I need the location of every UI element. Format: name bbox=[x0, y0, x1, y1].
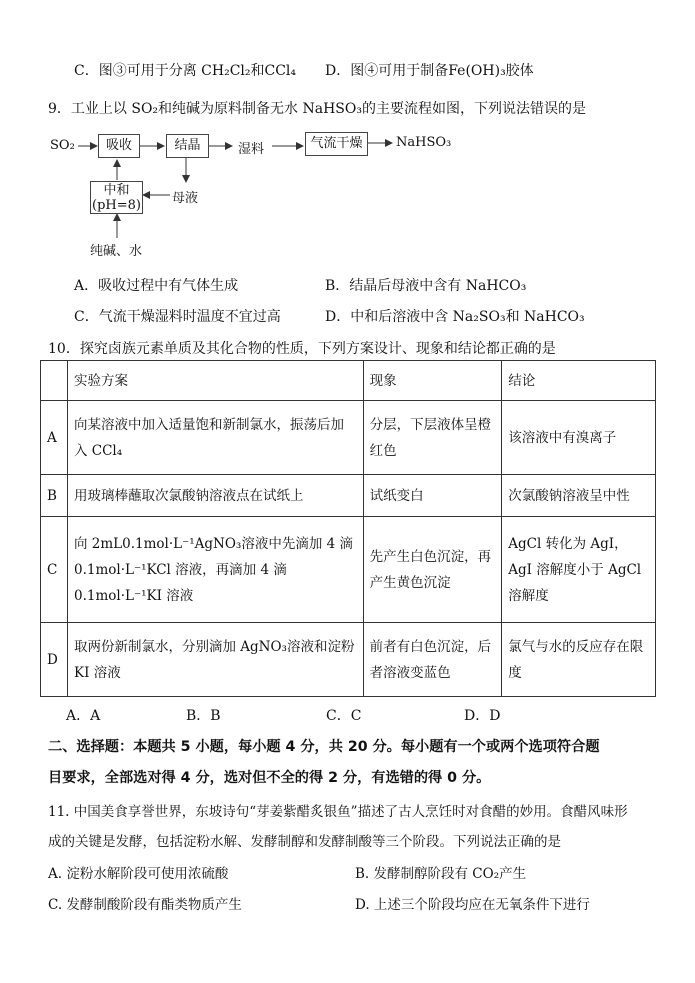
row-key: B bbox=[41, 475, 68, 517]
flow-box-absorb: 吸收 bbox=[98, 134, 140, 158]
q9-option-a: A．吸收过程中有气体生成 bbox=[74, 278, 239, 294]
q11-option-c: C. 发酵制酸阶段有酯类物质产生 bbox=[48, 897, 242, 913]
experiment-table bbox=[40, 360, 656, 697]
q8-option-c: C．图③可用于分离 CH₂Cl₂和CCl₄ bbox=[74, 63, 297, 79]
flow-input-so2: SO₂ bbox=[50, 138, 75, 153]
q11-stem-line1: 11. 中国美食享誉世界，东坡诗句“芽姜紫醋炙银鱼”描述了古人烹饪时对食醋的妙用。食醋风味形 bbox=[48, 804, 628, 820]
header-plan: 实验方案 bbox=[67, 361, 363, 401]
flow-mother-liquor: 母液 bbox=[172, 191, 199, 206]
q9-option-c: C．气流干燥湿料时温度不宜过高 bbox=[74, 309, 281, 325]
q10-answer-b: B．B bbox=[186, 708, 221, 724]
table-row bbox=[41, 475, 656, 517]
flow-box-dry: 气流干燥 bbox=[305, 132, 368, 156]
q10-answer-c: C．C bbox=[326, 708, 362, 724]
q8-option-d: D．图④可用于制备Fe(OH)₃胶体 bbox=[325, 63, 534, 79]
neutralize-ph: (pH=8) bbox=[92, 198, 141, 213]
row-plan: 向某溶液中加入适量饱和新制氯水，振荡后加入 CCl₄ bbox=[67, 401, 363, 475]
q11-option-a: A. 淀粉水解阶段可使用浓硫酸 bbox=[48, 866, 229, 882]
row-conclusion: 次氯酸钠溶液呈中性 bbox=[502, 475, 656, 517]
flow-product: NaHSO₃ bbox=[396, 135, 452, 150]
row-plan: 取两份新制氯水，分别滴加 AgNO₃溶液和淀粉 KI 溶液 bbox=[67, 623, 363, 697]
row-phenomenon: 分层，下层液体呈橙红色 bbox=[363, 401, 502, 475]
row-plan: 向 2mL0.1mol·L⁻¹AgNO₃溶液中先滴加 4 滴 0.1mol·L⁻¹KCl 溶液，再滴加 4 滴 0.1mol·L⁻¹KI 溶液 bbox=[67, 517, 363, 623]
header-conclusion: 结论 bbox=[502, 361, 656, 401]
section2-heading-line1: 二、选择题：本题共 5 小题，每小题 4 分，共 20 分。每小题有一个或两个选项符合题 bbox=[48, 739, 600, 755]
row-phenomenon: 试纸变白 bbox=[363, 475, 502, 517]
q10-stem: 10．探究卤族元素单质及其化合物的性质，下列方案设计、现象和结论都正确的是 bbox=[48, 341, 556, 357]
row-conclusion: AgCl 转化为 AgI，AgI 溶解度小于 AgCl 溶解度 bbox=[502, 517, 656, 623]
header-key bbox=[41, 361, 68, 401]
row-phenomenon: 先产生白色沉淀，再产生黄色沉淀 bbox=[363, 517, 502, 623]
flow-box-neutralize bbox=[90, 181, 143, 214]
q11-option-b: B. 发酵制醇阶段有 CO₂产生 bbox=[355, 866, 527, 882]
q11-stem-line2: 成的关键是发酵，包括淀粉水解、发酵制醇和发酵制酸等三个阶段。下列说法正确的是 bbox=[48, 834, 561, 850]
flow-box-crystallize: 结晶 bbox=[166, 134, 209, 158]
q10-answer-a: A．A bbox=[66, 708, 101, 724]
q9-option-d: D．中和后溶液中含 Na₂SO₃和 NaHCO₃ bbox=[325, 309, 585, 325]
row-plan: 用玻璃棒蘸取次氯酸钠溶液点在试纸上 bbox=[67, 475, 363, 517]
q9-option-b: B．结晶后母液中含有 NaHCO₃ bbox=[325, 278, 527, 294]
row-key: D bbox=[41, 623, 68, 697]
row-key: C bbox=[41, 517, 68, 623]
flow-soda-water: 纯碱、水 bbox=[90, 244, 143, 259]
row-conclusion: 该溶液中有溴离子 bbox=[502, 401, 656, 475]
table-header-row bbox=[41, 361, 656, 401]
neutralize-label: 中和 bbox=[103, 183, 130, 198]
q9-stem: 9．工业上以 SO₂和纯碱为原料制备无水 NaHSO₃的主要流程如图，下列说法错误的是 bbox=[48, 101, 586, 117]
table-row bbox=[41, 623, 656, 697]
flow-arrows bbox=[0, 0, 695, 260]
table-row bbox=[41, 517, 656, 623]
table-row bbox=[41, 401, 656, 475]
row-conclusion: 氯气与水的反应存在限度 bbox=[502, 623, 656, 697]
row-phenomenon: 前者有白色沉淀，后者溶液变蓝色 bbox=[363, 623, 502, 697]
q11-option-d: D. 上述三个阶段均应在无氧条件下进行 bbox=[355, 897, 590, 913]
flow-wet-material: 湿料 bbox=[238, 142, 265, 157]
header-phenomenon: 现象 bbox=[363, 361, 502, 401]
q10-answer-d: D．D bbox=[464, 708, 501, 724]
section2-heading-line2: 目要求，全部选对得 4 分，选对但不全的得 2 分，有选错的得 0 分。 bbox=[48, 770, 491, 786]
row-key: A bbox=[41, 401, 68, 475]
